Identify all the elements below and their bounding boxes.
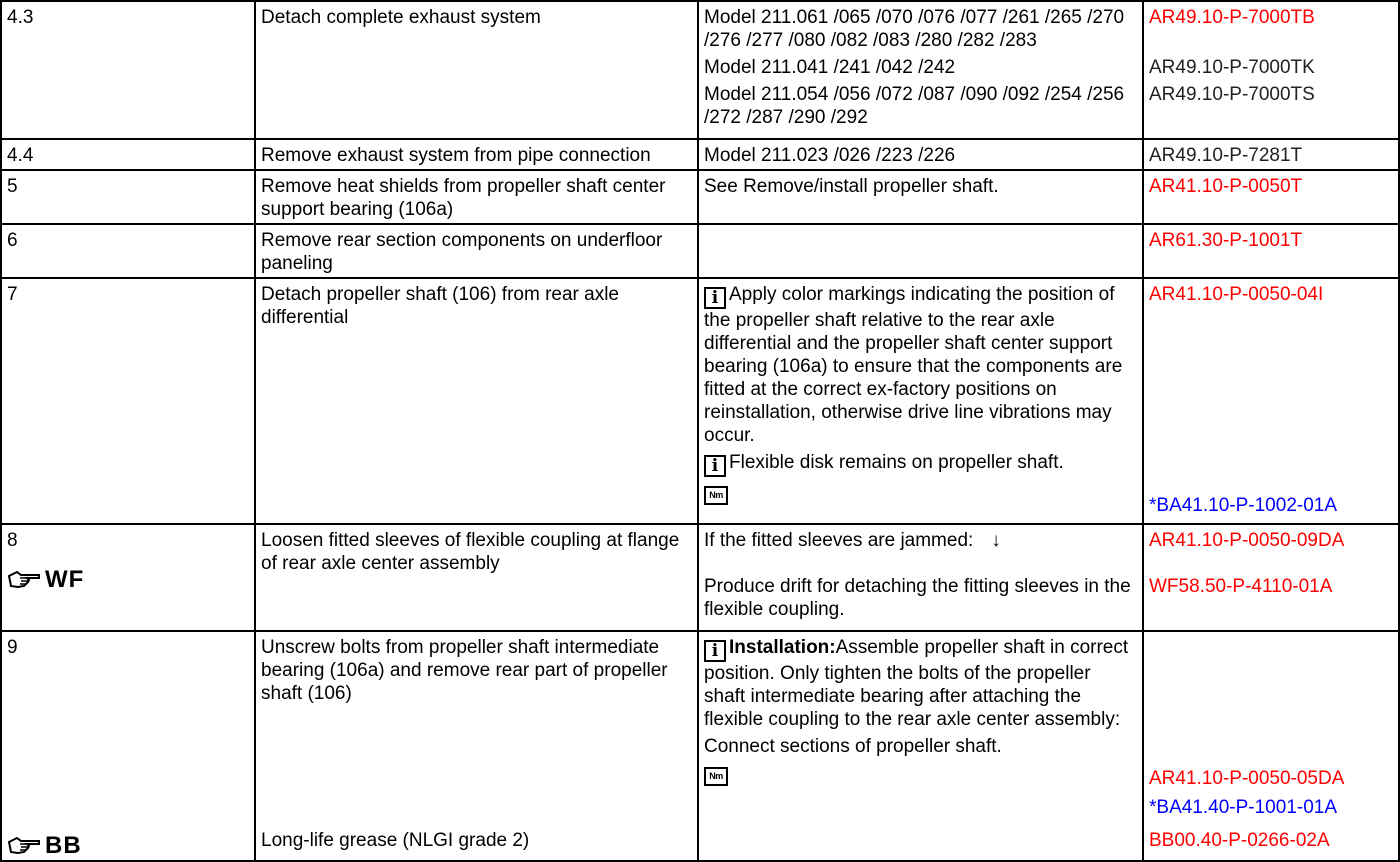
ref-cell xyxy=(1143,224,1399,278)
note-text: See Remove/install propeller shaft. xyxy=(704,176,999,197)
info-note xyxy=(704,451,1137,477)
ref-link[interactable]: AR41.10-P-0050-05DA xyxy=(1149,768,1345,789)
model-note: Model 211.023 /026 /223 /226 xyxy=(704,145,956,166)
model-note: Model 211.054 /056 /072 /087 /090 /092 /254 /256 /272 /287 /290 /292 xyxy=(704,84,1125,128)
action-cell xyxy=(255,278,698,524)
note-cell xyxy=(698,1,1143,139)
step-number: 6 xyxy=(7,230,18,251)
info-icon: i xyxy=(704,287,726,309)
ref-cell xyxy=(1143,524,1399,631)
action-text: Detach propeller shaft (106) from rear axle differential xyxy=(261,284,619,328)
action-cell xyxy=(255,524,698,631)
table-row xyxy=(1,224,1399,278)
ref-cell xyxy=(1143,631,1399,861)
action-cell xyxy=(255,170,698,224)
info-icon: i xyxy=(704,640,726,662)
pointing-hand-icon xyxy=(7,836,41,856)
installation-label: Installation: xyxy=(729,637,836,658)
ref-link[interactable]: AR49.10-P-7000TS xyxy=(1149,84,1315,105)
step-cell xyxy=(1,224,255,278)
hand-pointer xyxy=(7,568,84,591)
step-cell xyxy=(1,524,255,631)
action-text: Long-life grease (NLGI grade 2) xyxy=(261,830,530,851)
note-cell xyxy=(698,224,1143,278)
info-text: Assemble propeller shaft in correct position. Only tighten the bolts of the propeller shaft intermediate bearing after attaching the flexible coupling to the rear axle center assembly: xyxy=(704,637,1129,730)
model-note: Model 211.041 /241 /042 /242 xyxy=(704,57,956,78)
info-note xyxy=(704,283,1137,447)
step-number: 7 xyxy=(7,284,18,305)
torque-note xyxy=(704,762,1137,786)
ref-link[interactable]: *BA41.40-P-1001-01A xyxy=(1149,797,1338,818)
table-row xyxy=(1,1,1399,139)
action-cell xyxy=(255,1,698,139)
table-row xyxy=(1,278,1399,524)
note-cell xyxy=(698,631,1143,861)
hand-pointer xyxy=(7,834,82,857)
action-cell xyxy=(255,631,698,861)
action-text: Unscrew bolts from propeller shaft intermediate bearing (106a) and remove rear part of propeller shaft (106) xyxy=(261,637,668,704)
step-cell xyxy=(1,278,255,524)
ref-link[interactable]: AR61.30-P-1001T xyxy=(1149,230,1303,251)
note-text: Connect sections of propeller shaft. xyxy=(704,736,1002,757)
hand-label: BB xyxy=(45,832,82,859)
note-cell xyxy=(698,524,1143,631)
action-text: Remove heat shields from propeller shaft center support bearing (106a) xyxy=(261,176,666,220)
pointing-hand-icon xyxy=(7,570,41,590)
table-row xyxy=(1,170,1399,224)
note-cell xyxy=(698,170,1143,224)
ref-link[interactable]: AR49.10-P-7000TB xyxy=(1149,7,1315,28)
note-text: Produce drift for detaching the fitting sleeves in the flexible coupling. xyxy=(704,576,1131,620)
hand-label: WF xyxy=(45,566,85,593)
ref-link[interactable]: AR41.10-P-0050-04I xyxy=(1149,284,1324,305)
step-cell xyxy=(1,631,255,861)
table-row xyxy=(1,631,1399,861)
torque-nm-icon[interactable]: Nm xyxy=(704,767,728,786)
note-text-line: If the fitted sleeves are jammed: xyxy=(704,530,974,551)
ref-link[interactable]: AR49.10-P-7281T xyxy=(1149,145,1303,166)
step-cell xyxy=(1,139,255,170)
action-text: Detach complete exhaust system xyxy=(261,7,541,28)
ref-link[interactable]: AR41.10-P-0050T xyxy=(1149,176,1303,197)
note-cell xyxy=(698,278,1143,524)
ref-link[interactable]: WF58.50-P-4110-01A xyxy=(1149,576,1333,597)
ref-cell xyxy=(1143,170,1399,224)
ref-link[interactable]: AR49.10-P-7000TK xyxy=(1149,57,1315,78)
action-text: Loosen fitted sleeves of flexible coupling at flange of rear axle center assembly xyxy=(261,530,680,574)
step-cell xyxy=(1,170,255,224)
ref-link[interactable]: BB00.40-P-0266-02A xyxy=(1149,830,1330,851)
step-number: 9 xyxy=(7,637,18,658)
action-text: Remove rear section components on underfloor paneling xyxy=(261,230,663,274)
ref-link[interactable]: *BA41.10-P-1002-01A xyxy=(1149,495,1338,516)
arrow-down-icon: ↓ xyxy=(991,530,1001,551)
table-row xyxy=(1,524,1399,631)
action-text: Remove exhaust system from pipe connection xyxy=(261,145,651,166)
ref-cell xyxy=(1143,1,1399,139)
ref-link[interactable]: AR41.10-P-0050-09DA xyxy=(1149,530,1345,551)
step-number: 8 xyxy=(7,530,18,551)
info-note xyxy=(704,636,1137,731)
table-row xyxy=(1,139,1399,170)
ref-cell xyxy=(1143,139,1399,170)
step-number: 5 xyxy=(7,176,18,197)
info-text: Flexible disk remains on propeller shaft. xyxy=(729,452,1064,473)
step-number: 4.3 xyxy=(7,7,34,28)
ref-cell xyxy=(1143,278,1399,524)
step-number: 4.4 xyxy=(7,145,34,166)
info-text: Apply color markings indicating the position of the propeller shaft relative to the rear axle differential and the propeller shaft center support bearing (106a) to ensure that the components are fitted at the correct ex-factory positions on reinstallation, otherwise drive line vibrations may occur. xyxy=(704,284,1123,446)
step-cell xyxy=(1,1,255,139)
action-cell xyxy=(255,139,698,170)
note-cell xyxy=(698,139,1143,170)
torque-note xyxy=(704,481,1137,505)
action-cell xyxy=(255,224,698,278)
torque-nm-icon[interactable]: Nm xyxy=(704,486,728,505)
note-text xyxy=(704,529,1137,575)
info-icon: i xyxy=(704,455,726,477)
model-note: Model 211.061 /065 /070 /076 /077 /261 /265 /270 /276 /277 /080 /082 /083 /280 /282 /283 xyxy=(704,7,1125,51)
